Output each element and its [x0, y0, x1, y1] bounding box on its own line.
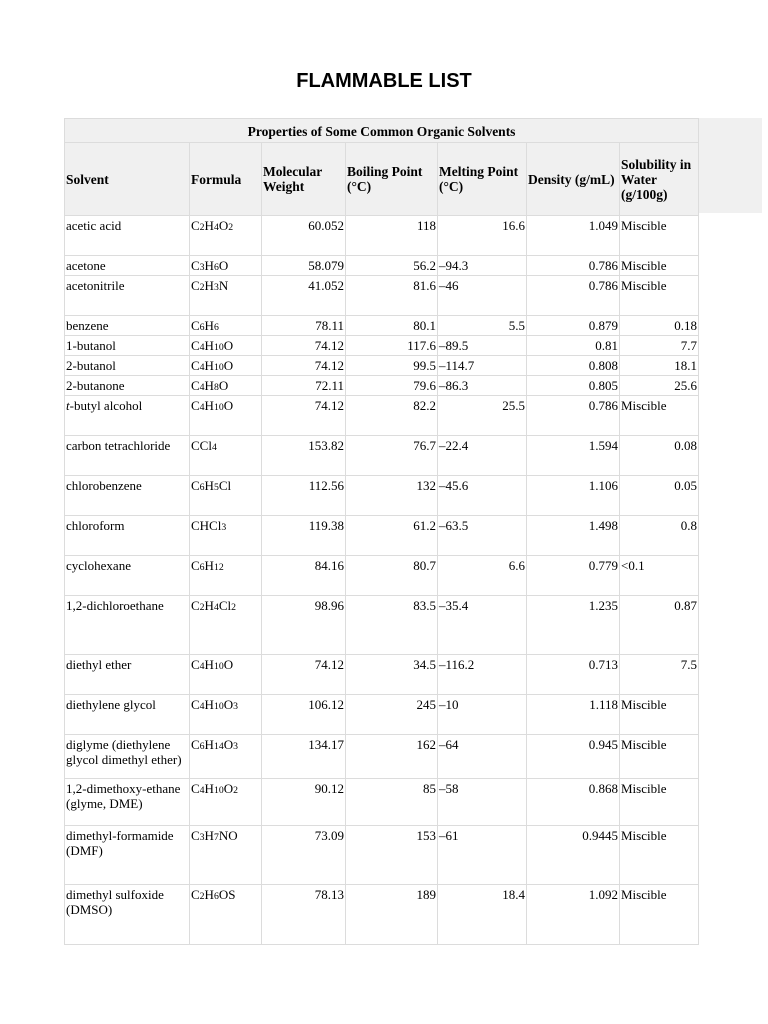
- cell-boiling-point: 132: [346, 476, 438, 516]
- cell-solvent: diethylene glycol: [65, 695, 190, 735]
- cell-melting-point: 25.5: [438, 396, 527, 436]
- cell-density: 1.092: [527, 885, 620, 945]
- cell-formula: C2H4Cl2: [190, 596, 262, 655]
- cell-formula: C4H10O3: [190, 695, 262, 735]
- cell-molecular-weight: 153.82: [262, 436, 346, 476]
- cell-molecular-weight: 84.16: [262, 556, 346, 596]
- cell-boiling-point: 83.5: [346, 596, 438, 655]
- header-melting-point: Melting Point (°C): [438, 143, 527, 216]
- header-solvent: Solvent: [65, 143, 190, 216]
- cell-solvent: diethyl ether: [65, 655, 190, 695]
- cell-formula: C3H7NO: [190, 826, 262, 885]
- cell-formula: C4H10O: [190, 356, 262, 376]
- cell-solvent: diglyme (diethylene glycol dimethyl ether): [65, 735, 190, 779]
- cell-molecular-weight: 78.11: [262, 316, 346, 336]
- cell-boiling-point: 117.6: [346, 336, 438, 356]
- table-header-row: [65, 143, 699, 216]
- header-boiling-point: Boiling Point (°C): [346, 143, 438, 216]
- table-row: [65, 779, 699, 826]
- cell-melting-point: –94.3: [438, 256, 527, 276]
- cell-boiling-point: 81.6: [346, 276, 438, 316]
- cell-melting-point: –89.5: [438, 336, 527, 356]
- cell-solvent: dimethyl sulfoxide (DMSO): [65, 885, 190, 945]
- cell-boiling-point: 189: [346, 885, 438, 945]
- cell-boiling-point: 61.2: [346, 516, 438, 556]
- cell-boiling-point: 82.2: [346, 396, 438, 436]
- cell-density: 0.945: [527, 735, 620, 779]
- cell-solubility: <0.1: [620, 556, 699, 596]
- cell-solubility: 0.8: [620, 516, 699, 556]
- cell-melting-point: –45.6: [438, 476, 527, 516]
- cell-molecular-weight: 73.09: [262, 826, 346, 885]
- table-row: [65, 276, 699, 316]
- cell-solvent: 1,2-dimethoxy-ethane (glyme, DME): [65, 779, 190, 826]
- cell-molecular-weight: 74.12: [262, 336, 346, 356]
- cell-solubility: 0.08: [620, 436, 699, 476]
- header-density: Density (g/mL): [527, 143, 620, 216]
- cell-solubility: Miscible: [620, 735, 699, 779]
- cell-molecular-weight: 58.079: [262, 256, 346, 276]
- table-row: [65, 476, 699, 516]
- cell-molecular-weight: 112.56: [262, 476, 346, 516]
- cell-boiling-point: 153: [346, 826, 438, 885]
- cell-solvent: 1,2-dichloroethane: [65, 596, 190, 655]
- cell-boiling-point: 76.7: [346, 436, 438, 476]
- cell-solubility: Miscible: [620, 885, 699, 945]
- cell-molecular-weight: 134.17: [262, 735, 346, 779]
- cell-solvent: 2-butanol: [65, 356, 190, 376]
- cell-melting-point: –35.4: [438, 596, 527, 655]
- cell-solvent: chloroform: [65, 516, 190, 556]
- cell-formula: C2H4O2: [190, 216, 262, 256]
- table-row: [65, 256, 699, 276]
- cell-solvent: acetonitrile: [65, 276, 190, 316]
- table-row: [65, 735, 699, 779]
- cell-density: 1.594: [527, 436, 620, 476]
- cell-density: 1.106: [527, 476, 620, 516]
- cell-melting-point: 5.5: [438, 316, 527, 336]
- cell-molecular-weight: 72.11: [262, 376, 346, 396]
- cell-melting-point: 16.6: [438, 216, 527, 256]
- cell-density: 0.9445: [527, 826, 620, 885]
- cell-solubility: 7.7: [620, 336, 699, 356]
- cell-density: 1.118: [527, 695, 620, 735]
- cell-density: 0.713: [527, 655, 620, 695]
- cell-formula: C2H6OS: [190, 885, 262, 945]
- cell-boiling-point: 162: [346, 735, 438, 779]
- cell-density: 1.498: [527, 516, 620, 556]
- table-row: [65, 436, 699, 476]
- cell-molecular-weight: 98.96: [262, 596, 346, 655]
- cell-melting-point: –114.7: [438, 356, 527, 376]
- cell-solvent: t-butyl alcohol: [65, 396, 190, 436]
- cell-solvent: chlorobenzene: [65, 476, 190, 516]
- cell-melting-point: 18.4: [438, 885, 527, 945]
- cell-formula: C4H8O: [190, 376, 262, 396]
- cell-solvent: carbon tetrachloride: [65, 436, 190, 476]
- cell-molecular-weight: 41.052: [262, 276, 346, 316]
- cell-formula: CCl4: [190, 436, 262, 476]
- table-body: [65, 216, 699, 945]
- cell-solubility: 0.18: [620, 316, 699, 336]
- cell-density: 0.808: [527, 356, 620, 376]
- cell-melting-point: –116.2: [438, 655, 527, 695]
- cell-solvent: dimethyl-formamide (DMF): [65, 826, 190, 885]
- header-molecular-weight: Molecular Weight: [262, 143, 346, 216]
- table-row: [65, 695, 699, 735]
- cell-formula: C6H12: [190, 556, 262, 596]
- cell-density: 0.786: [527, 276, 620, 316]
- table-row: [65, 376, 699, 396]
- cell-formula: C2H3N: [190, 276, 262, 316]
- solvent-properties-table: [64, 118, 699, 945]
- cell-solvent: acetone: [65, 256, 190, 276]
- cell-density: 0.81: [527, 336, 620, 356]
- cell-boiling-point: 56.2: [346, 256, 438, 276]
- cell-melting-point: –61: [438, 826, 527, 885]
- cell-boiling-point: 80.7: [346, 556, 438, 596]
- cell-density: 0.786: [527, 256, 620, 276]
- cell-melting-point: –22.4: [438, 436, 527, 476]
- cell-density: 1.049: [527, 216, 620, 256]
- cell-formula: C6H5Cl: [190, 476, 262, 516]
- cell-formula: CHCl3: [190, 516, 262, 556]
- table-row: [65, 556, 699, 596]
- table-row: [65, 655, 699, 695]
- cell-density: 0.879: [527, 316, 620, 336]
- table-row: [65, 596, 699, 655]
- cell-solubility: 7.5: [620, 655, 699, 695]
- cell-formula: C4H10O2: [190, 779, 262, 826]
- cell-boiling-point: 245: [346, 695, 438, 735]
- cell-solvent: 2-butanone: [65, 376, 190, 396]
- cell-solvent: acetic acid: [65, 216, 190, 256]
- cell-boiling-point: 85: [346, 779, 438, 826]
- cell-melting-point: –86.3: [438, 376, 527, 396]
- table-caption: Properties of Some Common Organic Solvents: [65, 119, 699, 143]
- table-row: [65, 336, 699, 356]
- cell-solubility: Miscible: [620, 826, 699, 885]
- cell-solubility: Miscible: [620, 779, 699, 826]
- cell-melting-point: –58: [438, 779, 527, 826]
- cell-solubility: 25.6: [620, 376, 699, 396]
- cell-formula: C6H14O3: [190, 735, 262, 779]
- cell-solubility: Miscible: [620, 396, 699, 436]
- cell-molecular-weight: 74.12: [262, 655, 346, 695]
- cell-molecular-weight: 106.12: [262, 695, 346, 735]
- cell-boiling-point: 79.6: [346, 376, 438, 396]
- cell-density: 0.805: [527, 376, 620, 396]
- cell-molecular-weight: 60.052: [262, 216, 346, 256]
- cell-solubility: Miscible: [620, 276, 699, 316]
- table-row: [65, 885, 699, 945]
- cell-formula: C4H10O: [190, 396, 262, 436]
- cell-molecular-weight: 78.13: [262, 885, 346, 945]
- cell-melting-point: –10: [438, 695, 527, 735]
- cell-density: 0.868: [527, 779, 620, 826]
- cell-molecular-weight: 74.12: [262, 396, 346, 436]
- cell-formula: C4H10O: [190, 336, 262, 356]
- cell-formula: C4H10O: [190, 655, 262, 695]
- table-row: [65, 356, 699, 376]
- cell-solvent: benzene: [65, 316, 190, 336]
- solvent-table-container: [64, 118, 698, 945]
- cell-solvent: cyclohexane: [65, 556, 190, 596]
- cell-molecular-weight: 74.12: [262, 356, 346, 376]
- cell-solubility: 0.05: [620, 476, 699, 516]
- cell-melting-point: –64: [438, 735, 527, 779]
- cell-solvent: 1-butanol: [65, 336, 190, 356]
- table-row: [65, 516, 699, 556]
- table-row: [65, 216, 699, 256]
- table-row: [65, 396, 699, 436]
- cell-boiling-point: 34.5: [346, 655, 438, 695]
- header-solubility: Solubility in Water (g/100g): [620, 143, 699, 216]
- table-row: [65, 826, 699, 885]
- cell-density: 0.786: [527, 396, 620, 436]
- cell-melting-point: –63.5: [438, 516, 527, 556]
- table-row: [65, 316, 699, 336]
- cell-molecular-weight: 119.38: [262, 516, 346, 556]
- cell-density: 1.235: [527, 596, 620, 655]
- cell-solubility: 18.1: [620, 356, 699, 376]
- cell-solubility: Miscible: [620, 256, 699, 276]
- cell-melting-point: –46: [438, 276, 527, 316]
- cell-solubility: Miscible: [620, 695, 699, 735]
- header-formula: Formula: [190, 143, 262, 216]
- cell-formula: C6H6: [190, 316, 262, 336]
- cell-formula: C3H6O: [190, 256, 262, 276]
- page-title: FLAMMABLE LIST: [296, 70, 472, 92]
- cell-boiling-point: 99.5: [346, 356, 438, 376]
- cell-melting-point: 6.6: [438, 556, 527, 596]
- cell-solubility: Miscible: [620, 216, 699, 256]
- cell-boiling-point: 118: [346, 216, 438, 256]
- cell-density: 0.779: [527, 556, 620, 596]
- cell-molecular-weight: 90.12: [262, 779, 346, 826]
- cell-solubility: 0.87: [620, 596, 699, 655]
- cell-boiling-point: 80.1: [346, 316, 438, 336]
